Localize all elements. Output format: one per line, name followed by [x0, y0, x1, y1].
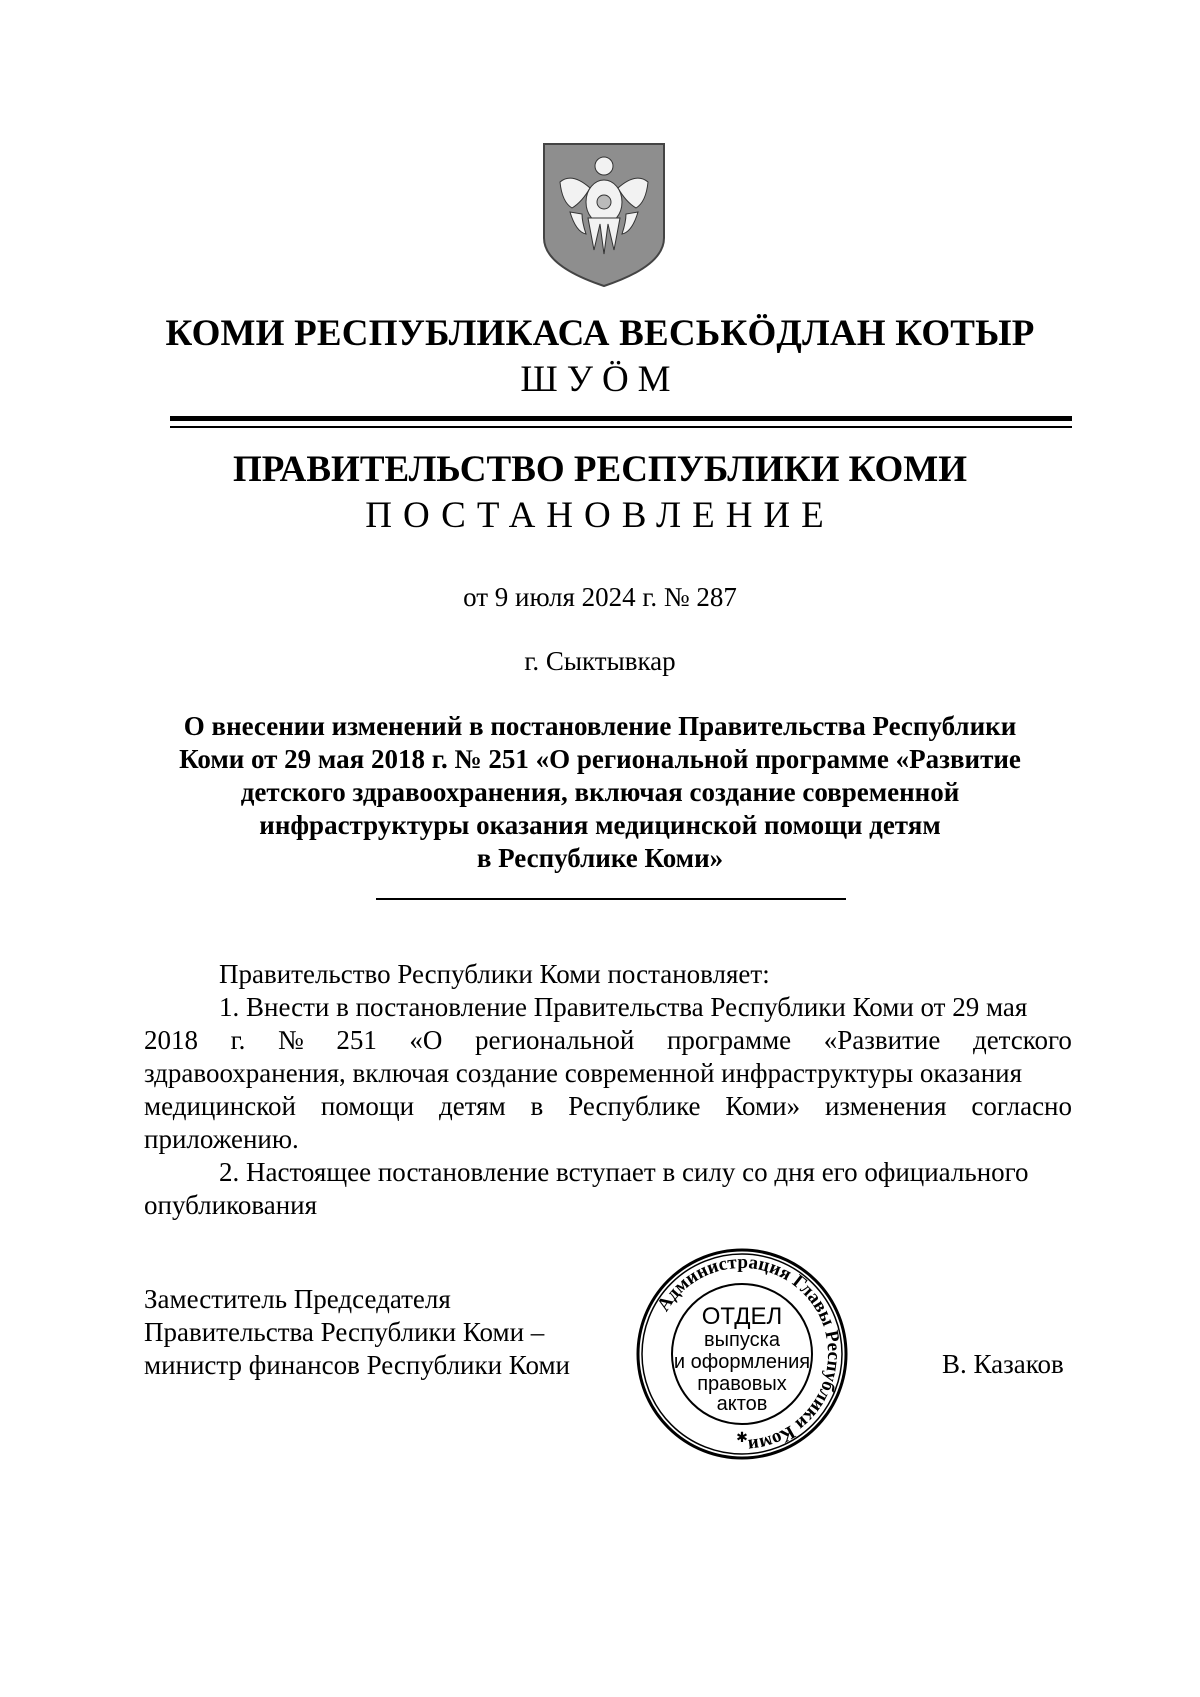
word: детского: [972, 1025, 1072, 1055]
title-line: инфраструктуры оказания медицинской помощи детям: [259, 810, 941, 840]
stamp-center-line: ОТДЕЛ: [701, 1303, 783, 1330]
stamp-center-line: актов: [716, 1393, 768, 1415]
coat-of-arms-emblem: [542, 142, 666, 288]
word: детям: [438, 1091, 506, 1121]
title-underline: [376, 898, 846, 900]
title-line: Коми от 29 мая 2018 г. № 251 «О региональной программе «Развитие: [179, 744, 1021, 774]
item-1-line: 1. Внести в постановление Правительства Республики Коми от 29 мая: [219, 992, 1028, 1022]
word: «Развитие: [823, 1025, 941, 1055]
word: программе: [666, 1025, 792, 1055]
komi-government-title: КОМИ РЕСПУБЛИКАСА ВЕСЬКӦДЛАН КОТЫР: [165, 313, 1035, 354]
body-intro: Правительство Республики Коми постановляет:: [219, 959, 770, 989]
word: г.: [230, 1025, 246, 1055]
government-title: ПРАВИТЕЛЬСТВО РЕСПУБЛИКИ КОМИ: [233, 449, 967, 490]
word: изменения: [824, 1091, 947, 1121]
item-1-line: [144, 1090, 1072, 1123]
word: согласно: [971, 1091, 1072, 1121]
word: 2018: [144, 1025, 198, 1055]
stamp-ring-text: Администрация Главы Республики Коми: [653, 1251, 845, 1456]
header-divider-thick: [170, 416, 1072, 421]
komi-document-type: ШУӦМ: [520, 359, 680, 400]
document-city: г. Сыктывкар: [524, 646, 676, 676]
item-1-line: [144, 1024, 1072, 1057]
header-divider-thin: [170, 426, 1072, 428]
item-2-line: 2. Настоящее постановление вступает в силу со дня его официального: [219, 1157, 1029, 1187]
stamp-center-line: выпуска: [704, 1329, 780, 1351]
title-line: О внесении изменений в постановление Правительства Республики: [183, 711, 1017, 741]
word: Коми»: [725, 1091, 801, 1121]
item-1-line: приложению.: [144, 1124, 299, 1154]
word: помощи: [320, 1091, 415, 1121]
item-1-line: здравоохранения, включая создание современной инфраструктуры оказания: [144, 1058, 1023, 1088]
official-stamp: [634, 1246, 850, 1462]
word: в: [530, 1091, 544, 1121]
document-type: ПОСТАНОВЛЕНИЕ: [365, 495, 835, 536]
signatory-position-line: министр финансов Республики Коми: [144, 1350, 570, 1380]
signatory-name: В. Казаков: [942, 1349, 1064, 1379]
document-title: [150, 710, 1050, 875]
signatory-position: [144, 1283, 570, 1382]
word: 251: [336, 1025, 377, 1055]
item-2-line: опубликования: [144, 1190, 318, 1220]
signatory-position-line: Заместитель Председателя: [144, 1284, 451, 1314]
word: медицинской: [144, 1091, 296, 1121]
word: Республике: [568, 1091, 701, 1121]
document-body: [144, 958, 1072, 1222]
stamp-center-line: правовых: [697, 1373, 787, 1395]
stamp-star-icon: ✱: [736, 1431, 748, 1446]
signatory-position-line: Правительства Республики Коми –: [144, 1317, 545, 1347]
document-date-number: от 9 июля 2024 г. № 287: [463, 582, 737, 612]
word: региональной: [475, 1025, 635, 1055]
stamp-center-line: и оформления: [673, 1351, 811, 1373]
word: «О: [409, 1025, 443, 1055]
word: №: [277, 1025, 304, 1055]
title-line: детского здравоохранения, включая создание современной: [240, 777, 960, 807]
title-line: в Республике Коми»: [476, 843, 724, 873]
